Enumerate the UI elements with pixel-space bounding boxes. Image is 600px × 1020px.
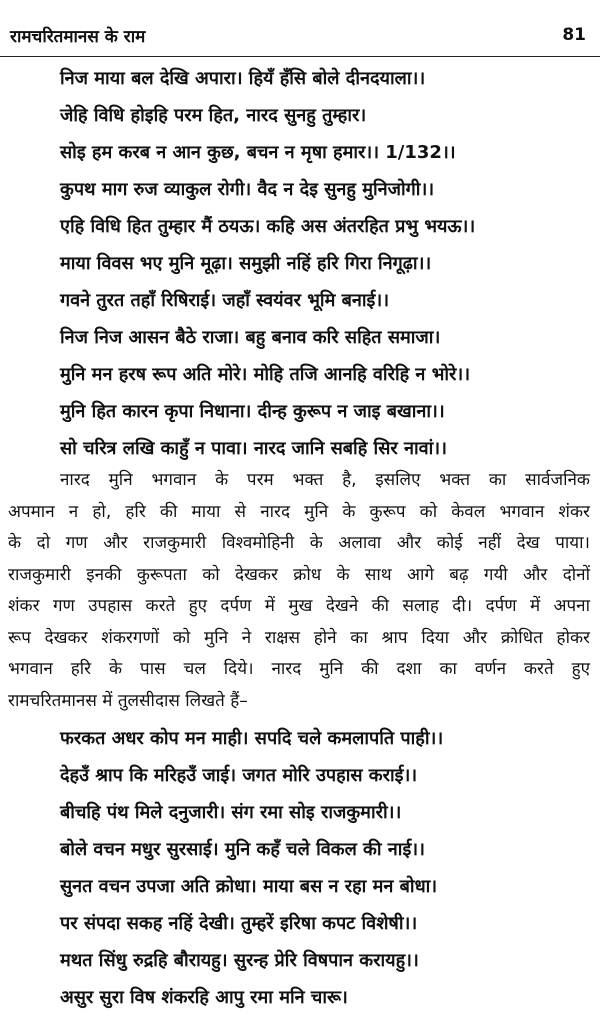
prose-line: राजकुमारी इनकी कुरूपता को देखकर क्रोध के साथ आगे बढ़ गयी और दोनों — [8, 564, 590, 585]
verse-line: मुनि हित कारन कृपा निधाना। दीन्ह कुरूप न जाइ बखाना।। — [60, 401, 445, 422]
prose-line: नारद मुनि भगवान के परम भक्त है, इसलिए भक्त का सार्वजनिक — [60, 470, 590, 490]
header-rule — [0, 56, 600, 57]
prose-line: रामचरितमानस में तुलसीदास लिखते हैं– — [8, 690, 248, 711]
verse-line: निज माया बल देखि अपारा। हियँ हँसि बोले दीनदयाला।। — [60, 68, 426, 89]
verse-line: निज निज आसन बैठे राजा। बहु बनाव करि सहित समाजा। — [60, 327, 441, 348]
prose-line: भगवान हरि के पास चल दिये। नारद मुनि की दशा का वर्णन करते हुए — [8, 659, 590, 679]
verse-line: कुपथ माग रुज व्याकुल रोगी। वैद न देइ सुनहु मुनिजोगी।। — [60, 179, 435, 200]
verse-line: गवने तुरत तहाँ रिषिराई। जहाँ स्वयंवर भूमि बनाई।। — [60, 290, 390, 311]
verse-line: एहि विधि हित तुम्हार मैं ठयऊ। कहि अस अंतरहित प्रभु भयऊ।। — [60, 216, 476, 237]
page-number: 81 — [562, 25, 586, 45]
prose-line: शंकर गण उपहास करते हुए दर्पण में मुख देखने की सलाह दी। दर्पण में अपना — [8, 596, 590, 616]
verse-line: सुनत वचन उपजा अति क्रोधा। माया बस न रहा मन बोधा। — [60, 876, 438, 897]
prose-paragraph — [8, 465, 590, 717]
verse-block-2 — [60, 720, 592, 1016]
verse-line: फरकत अधर कोप मन माही। सपदि चले कमलापति पाही।। — [60, 728, 444, 749]
verse-line: सोइ हम करब न आन कुछ, बचन न मृषा हमार।। 1/132।। — [60, 142, 456, 163]
verse-line: असुर सुरा विष शंकरहि आपु रमा मनि चारू। — [60, 987, 348, 1008]
verse-line: माया विवस भए मुनि मूढ़ा। समुझी नहिं हरि गिरा निगूढ़ा।। — [60, 253, 432, 274]
page-header — [10, 22, 586, 48]
verse-line: पर संपदा सकह नहिं देखी। तुम्हरें इरिषा कपट विशेषी।। — [60, 913, 418, 934]
verse-line: मुनि मन हरष रूप अति मोरे। मोहि तजि आनहि वरिहि न भोरे।। — [60, 364, 471, 385]
prose-line: रूप देखकर शंकरगणों को मुनि ने राक्षस होने का श्राप दिया और क्रोधित होकर — [8, 627, 590, 648]
verse-line: देहउँ श्राप कि मरिहउँ जाई। जगत मोरि उपहास कराई।। — [60, 765, 418, 786]
running-title: रामचरितमानस के राम — [10, 26, 146, 47]
verse-line: बीचहि पंथ मिले दनुजारी। संग रमा सोइ राजकुमारी।। — [60, 802, 402, 823]
prose-line: के दो गण और राजकुमारी विश्वमोहिनी के अलावा और कोई नहीं देख पाया। — [8, 533, 590, 553]
verse-block-1 — [60, 60, 592, 467]
verse-line: सो चरित्र लखि काहुँ न पावा। नारद जानि सबहि सिर नावां।। — [60, 438, 447, 459]
verse-line: बोले वचन मधुर सुरसाई। मुनि कहँ चले विकल की नाई।। — [60, 839, 425, 860]
prose-line: अपमान न हो, हरि की माया से नारद मुनि के कुरूप को केवल भगवान शंकर — [8, 501, 590, 522]
verse-line: जेहि विधि होइहि परम हित, नारद सुनहु तुम्हार। — [60, 105, 367, 126]
verse-line: मथत सिंधु रुद्रहि बौरायहु। सुरन्ह प्रेरि विषपान करायहु।। — [60, 950, 419, 971]
